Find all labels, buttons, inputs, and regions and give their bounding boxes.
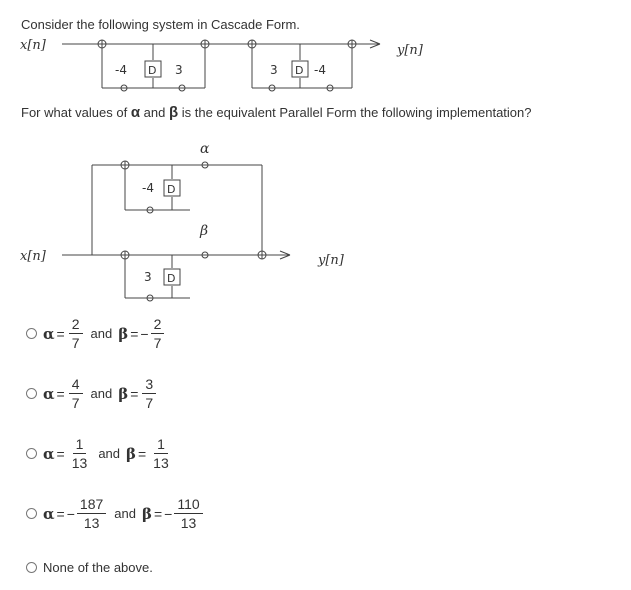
bottom-branch-coeff: 3: [144, 270, 152, 284]
stage2-delay-label: D: [295, 64, 304, 77]
stage1-right-coeff: 3: [175, 63, 183, 77]
prompt-text-2: and: [140, 105, 169, 120]
alpha-label: α: [200, 141, 210, 157]
alpha-symbol: α: [43, 324, 55, 343]
question-prompt: [21, 104, 532, 121]
parallel-input-label: x[n]: [20, 249, 46, 264]
radio-button[interactable]: [26, 388, 37, 399]
radio-button[interactable]: [26, 328, 37, 339]
beta-symbol: β: [168, 104, 179, 121]
radio-button[interactable]: [26, 562, 37, 573]
stage1-delay-label: D: [148, 64, 157, 77]
beta-symbol: β: [118, 324, 129, 343]
radio-button[interactable]: [26, 448, 37, 459]
and-text: and: [90, 326, 113, 341]
none-option-label: None of the above.: [43, 560, 153, 575]
top-delay-label: D: [167, 183, 176, 196]
alpha-symbol: α: [43, 444, 55, 463]
parallel-output-label: y[n]: [318, 253, 344, 268]
beta-sign: −: [164, 505, 173, 522]
and-text: and: [90, 386, 113, 401]
beta-symbol: β: [141, 504, 152, 523]
beta-symbol: β: [118, 384, 129, 403]
parallel-diagram: [0, 135, 631, 310]
alpha-sign: −: [66, 505, 75, 522]
alpha-fraction: $\frac{2}{7}$: [69, 316, 83, 351]
beta-fraction: $\frac{110}{13}$: [174, 496, 202, 531]
prompt-text-3: is the equivalent Parallel Form the following implementation?: [178, 105, 532, 120]
alpha-symbol: α: [43, 384, 55, 403]
answer-option-4[interactable]: α = − $\frac{187}{13}$ and β = − $\frac{110}{13}$: [26, 496, 205, 531]
cascade-input-label: x[n]: [20, 38, 46, 53]
alpha-symbol: α: [43, 504, 55, 523]
beta-sign: −: [140, 325, 149, 342]
stage2-left-coeff: 3: [270, 63, 278, 77]
top-branch-coeff: -4: [142, 181, 154, 195]
stage2-right-coeff: -4: [314, 63, 326, 77]
question-intro: Consider the following system in Cascade Form.: [21, 17, 300, 32]
beta-fraction: $\frac{3}{7}$: [142, 376, 156, 411]
answer-option-2[interactable]: α = $\frac{4}{7}$ and β = $\frac{3}{7}$: [26, 376, 158, 411]
answer-option-1[interactable]: α = $\frac{2}{7}$ and β = − $\frac{2}{7}$: [26, 316, 166, 351]
and-text: and: [114, 506, 136, 521]
bottom-delay-label: D: [167, 272, 176, 285]
beta-label: β: [200, 223, 209, 239]
answer-option-3[interactable]: α = $\frac{1}{13}$ and β = $\frac{1}{13}$: [26, 436, 174, 471]
alpha-fraction: $\frac{4}{7}$: [69, 376, 83, 411]
alpha-fraction: $\frac{1}{13}$: [71, 436, 88, 471]
and-text: and: [98, 446, 121, 461]
answer-option-none[interactable]: [26, 560, 153, 575]
cascade-output-label: y[n]: [397, 43, 423, 58]
stage1-left-coeff: -4: [115, 63, 127, 77]
beta-fraction: $\frac{1}{13}$: [153, 436, 169, 471]
alpha-symbol: α: [130, 104, 141, 121]
cascade-diagram: [0, 34, 631, 104]
beta-symbol: β: [126, 444, 136, 463]
beta-fraction: $\frac{2}{7}$: [151, 316, 165, 351]
radio-button[interactable]: [26, 508, 37, 519]
prompt-text-1: For what values of: [21, 105, 131, 120]
alpha-fraction: $\frac{187}{13}$: [77, 496, 106, 531]
